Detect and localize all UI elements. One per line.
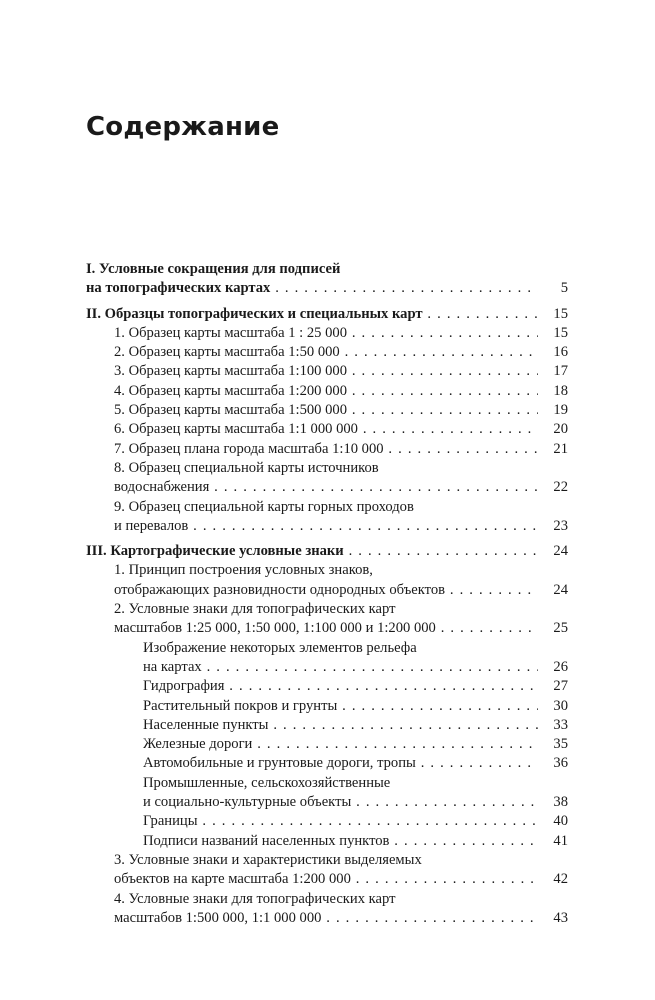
toc-entry[interactable]	[86, 362, 568, 381]
toc-page-number: 15	[538, 324, 568, 343]
toc-entry-title: Автомобильные и грунтовые дороги, тропы . . .	[143, 754, 568, 773]
toc-page-number: 23	[538, 517, 568, 536]
toc-page-number: 15	[538, 305, 568, 324]
toc-entry[interactable]	[86, 382, 568, 401]
toc-entry[interactable]	[86, 812, 568, 831]
toc-page-number: 24	[538, 542, 568, 561]
toc-page-number: 24	[538, 581, 568, 600]
toc-page-number: 17	[538, 362, 568, 381]
toc-entry-title-continued: на картах . . .	[143, 658, 568, 677]
toc-entry[interactable]	[86, 420, 568, 439]
toc-entry-title: 7. Образец плана города масштаба 1:10 000 . . .	[114, 440, 568, 459]
toc-entry[interactable]	[86, 324, 568, 343]
toc-page-number: 36	[538, 754, 568, 773]
toc-entry-title: Населенные пункты . . .	[143, 716, 568, 735]
toc-entry-title: Железные дороги . . .	[143, 735, 568, 754]
toc-entry-title: 3. Образец карты масштаба 1:100 000 . . .	[114, 362, 568, 381]
toc-page-number: 27	[538, 677, 568, 696]
toc-page-number: 16	[538, 343, 568, 362]
toc-entry-title: 9. Образец специальной карты горных проходов	[114, 498, 414, 515]
toc-entry-title-continued: масштабов 1:500 000, 1:1 000 000 . . .	[114, 909, 568, 928]
toc-entry-title: 6. Образец карты масштаба 1:1 000 000 . . .	[114, 420, 568, 439]
table-of-contents	[86, 260, 568, 928]
toc-entry-title-continued: и перевалов . . .	[114, 517, 568, 536]
toc-entry-title: III. Картографические условные знаки . . .	[86, 542, 568, 561]
toc-entry-title-continued: объектов на карте масштаба 1:200 000 . . .	[114, 870, 568, 889]
toc-entry-title: Промышленные, сельскохозяйственные	[143, 774, 391, 791]
toc-entry[interactable]	[86, 401, 568, 420]
toc-page-number: 35	[538, 735, 568, 754]
toc-page-number: 30	[538, 697, 568, 716]
toc-entry[interactable]	[86, 716, 568, 735]
toc-entry-title: 5. Образец карты масштаба 1:500 000 . . .	[114, 401, 568, 420]
toc-page-number: 21	[538, 440, 568, 459]
toc-entry-title: 2. Условные знаки для топографических карт	[114, 601, 396, 618]
toc-entry-title: 3. Условные знаки и характеристики выделяемых	[114, 851, 422, 868]
toc-entry-title: 8. Образец специальной карты источников	[114, 459, 379, 476]
toc-page-number: 22	[538, 478, 568, 497]
toc-page-number: 33	[538, 716, 568, 735]
page-title: Содержание	[86, 112, 280, 142]
toc-entry[interactable]	[86, 697, 568, 716]
toc-entry[interactable]	[86, 851, 568, 890]
toc-page-number: 25	[538, 619, 568, 638]
toc-entry-title: 1. Образец карты масштаба 1 : 25 000 . . .	[114, 324, 568, 343]
toc-entry[interactable]	[86, 498, 568, 537]
toc-page-number: 18	[538, 382, 568, 401]
toc-entry-title: 4. Образец карты масштаба 1:200 000 . . .	[114, 382, 568, 401]
toc-page-number: 38	[538, 793, 568, 812]
toc-entry[interactable]	[86, 440, 568, 459]
toc-entry[interactable]	[86, 343, 568, 362]
toc-entry-title-continued: масштабов 1:25 000, 1:50 000, 1:100 000 и 1:200 000 . . .	[114, 619, 568, 638]
toc-page-number: 19	[538, 401, 568, 420]
toc-entry-title: Изображение некоторых элементов рельефа	[143, 639, 417, 656]
toc-entry-title: 1. Принцип построения условных знаков,	[114, 562, 373, 579]
toc-page-number: 43	[538, 909, 568, 928]
toc-entry[interactable]	[86, 305, 568, 324]
toc-entry-title: Подписи названий населенных пунктов . . .	[143, 832, 568, 851]
toc-entry-title-continued: и социально-культурные объекты . . .	[143, 793, 568, 812]
toc-entry[interactable]	[86, 677, 568, 696]
toc-entry[interactable]	[86, 459, 568, 498]
toc-entry[interactable]	[86, 890, 568, 929]
toc-entry[interactable]	[86, 774, 568, 813]
toc-page-number: 41	[538, 832, 568, 851]
toc-entry[interactable]	[86, 260, 568, 299]
toc-entry-title: 4. Условные знаки для топографических карт	[114, 890, 396, 907]
toc-entry-title-continued: отображающих разновидности однородных объектов . . .	[114, 581, 568, 600]
toc-page-number: 40	[538, 812, 568, 831]
toc-page-number: 26	[538, 658, 568, 677]
toc-entry-title: Границы . . .	[143, 812, 568, 831]
toc-page-number: 20	[538, 420, 568, 439]
toc-entry-title: II. Образцы топографических и специальных карт . . .	[86, 305, 568, 324]
toc-entry[interactable]	[86, 735, 568, 754]
toc-entry[interactable]	[86, 600, 568, 639]
toc-page-number: 5	[538, 279, 568, 298]
toc-entry-title-continued: водоснабжения . . .	[114, 478, 568, 497]
toc-entry-title: Гидрография . . .	[143, 677, 568, 696]
toc-entry-title-continued: на топографических картах . . .	[86, 279, 568, 298]
toc-entry-title: Растительный покров и грунты . . .	[143, 697, 568, 716]
toc-page-number: 42	[538, 870, 568, 889]
toc-entry[interactable]	[86, 542, 568, 561]
toc-entry-title: 2. Образец карты масштаба 1:50 000 . . .	[114, 343, 568, 362]
toc-entry[interactable]	[86, 754, 568, 773]
toc-entry[interactable]	[86, 639, 568, 678]
toc-entry-title: I. Условные сокращения для подписей	[86, 261, 341, 277]
toc-entry[interactable]	[86, 561, 568, 600]
toc-entry[interactable]	[86, 832, 568, 851]
